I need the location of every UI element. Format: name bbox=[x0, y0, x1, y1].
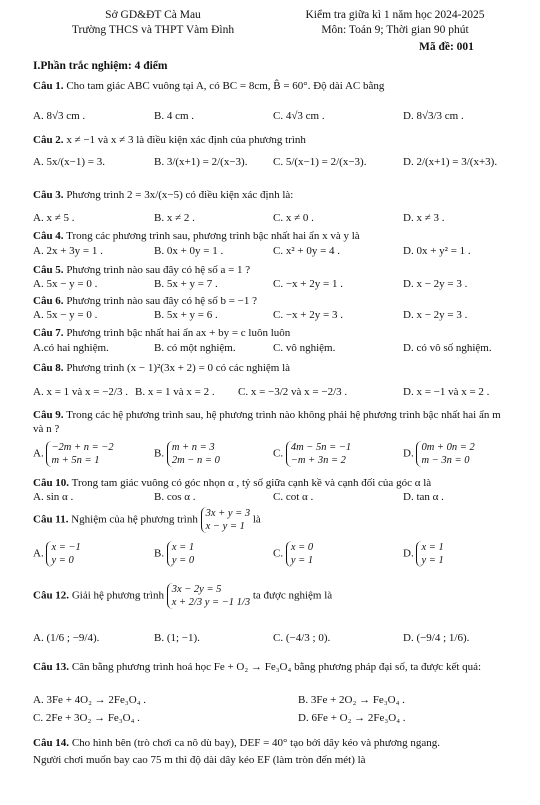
option-d: D. tan α . bbox=[403, 491, 444, 503]
question-text-line2: Người chơi muốn bay cao 75 m thì độ dài dây kéo EF (làm tròn đến mét) là bbox=[33, 754, 366, 766]
option-a: A. sin α . bbox=[33, 491, 74, 503]
question-label: Câu 5. bbox=[33, 264, 64, 276]
option-a: A. x ≠ 5 . bbox=[33, 212, 75, 224]
question-2 bbox=[33, 133, 511, 147]
question-text: Giải hệ phương trình bbox=[71, 589, 164, 602]
question-14 bbox=[33, 736, 511, 767]
question-label: Câu 10. bbox=[33, 477, 70, 489]
option-d: D. x = −1 và x = 2 . bbox=[403, 386, 490, 398]
question-6 bbox=[33, 294, 511, 308]
question-text: Trong các hệ phương trình sau, hệ phương trình nào không phải hệ phương trình bậc nhất hai ẩn m và n ? bbox=[33, 409, 501, 435]
question-text: Phương trình bậc nhất hai ẩn ax + by = c luôn luôn bbox=[66, 327, 291, 339]
option-c: C. −x + 2y = 3 . bbox=[273, 309, 343, 321]
question-text-end: ta được nghiệm là bbox=[252, 589, 333, 602]
question-text: Cân bằng phương trình hoá học Fe + O₂ → Fe₃O₄ bằng phương pháp đại số, ta được kết quả: bbox=[71, 661, 482, 673]
option-d: D. 0m + 0n = 2 m − 3n = 0 bbox=[403, 442, 475, 466]
question-text: Phương trình 2 = 3x/(x−5) có điều kiện xác định là: bbox=[66, 189, 294, 201]
question-12 bbox=[33, 583, 511, 609]
option-b: B. m + n = 3 2m − n = 0 bbox=[154, 442, 220, 466]
option-a: A. 5x/(x−1) = 3. bbox=[33, 156, 105, 168]
option-a: A. 5x − y = 0 . bbox=[33, 309, 98, 321]
option-a: A. x = −1 y = 0 bbox=[33, 542, 81, 566]
question-3 bbox=[33, 188, 511, 202]
question-text-end: là bbox=[252, 513, 261, 526]
question-7-options bbox=[33, 342, 511, 358]
option-c: C. 4√3 cm . bbox=[273, 110, 325, 122]
question-3-options bbox=[33, 212, 511, 228]
option-c: C. 4m − 5n = −1 −m + 3n = 2 bbox=[273, 442, 352, 466]
option-a: A. −2m + n = −2 m + 5n = 1 bbox=[33, 442, 114, 466]
option-a: A. 5x − y = 0 . bbox=[33, 278, 98, 290]
question-11-options bbox=[33, 541, 511, 573]
question-label: Câu 6. bbox=[33, 295, 64, 307]
question-11 bbox=[33, 507, 511, 533]
exam-header bbox=[280, 8, 510, 38]
option-d: D. x − 2y = 3 . bbox=[403, 278, 468, 290]
option-c: C. 2Fe + 3O₂ → Fe₃O₄ . bbox=[33, 712, 140, 724]
equation-system: 3x + y = 3 x − y = 1 bbox=[201, 507, 251, 533]
option-a: A.có hai nghiệm. bbox=[33, 342, 109, 354]
question-label: Câu 2. bbox=[33, 134, 64, 146]
question-text: Phương trình nào sau đây có hệ số b = −1 ? bbox=[66, 295, 257, 307]
exam-subject: Môn: Toán 9; Thời gian 90 phút bbox=[321, 24, 469, 36]
option-a: A. 3Fe + 4O₂ → 2Fe₃O₄ . bbox=[33, 694, 147, 706]
option-c: C. x = 0 y = 1 bbox=[273, 542, 314, 566]
school-header bbox=[38, 8, 268, 38]
option-d: D. 0x + y² = 1 . bbox=[403, 245, 471, 257]
question-label: Câu 9. bbox=[33, 409, 64, 421]
question-text: Cho tam giác ABC vuông tại A, có BC = 8cm, B̂ = 60°. Độ dài AC bằng bbox=[66, 80, 385, 92]
question-label: Câu 8. bbox=[33, 362, 64, 374]
option-b: B. cos α . bbox=[154, 491, 196, 503]
question-label: Câu 11. bbox=[33, 513, 69, 526]
option-c: C. x = −3/2 và x = −2/3 . bbox=[238, 386, 348, 398]
option-c: C. x ≠ 0 . bbox=[273, 212, 314, 224]
question-9 bbox=[33, 408, 511, 436]
option-d: D. x − 2y = 3 . bbox=[403, 309, 468, 321]
option-a: A. x = 1 và x = −2/3 . bbox=[33, 386, 128, 398]
question-1-options bbox=[33, 110, 511, 126]
question-text: Phương trình (x − 1)²(3x + 2) = 0 có các nghiệm là bbox=[66, 362, 291, 374]
option-a: A. 2x + 3y = 1 . bbox=[33, 245, 103, 257]
question-label: Câu 12. bbox=[33, 589, 70, 602]
exam-code: Mã đề: 001 bbox=[419, 41, 474, 53]
question-7 bbox=[33, 326, 511, 340]
option-d: D. 2/(x+1) = 3/(x+3). bbox=[403, 156, 498, 168]
section-title: I.Phần trắc nghiệm: 4 điểm bbox=[33, 60, 168, 72]
question-text: Trong tam giác vuông có góc nhọn α , tỷ số giữa cạnh kề và cạnh đối của góc α là bbox=[71, 477, 432, 489]
option-d: D. 8√3/3 cm . bbox=[403, 110, 464, 122]
option-b: B. 5x + y = 7 . bbox=[154, 278, 218, 290]
question-1 bbox=[33, 79, 511, 93]
option-d: D. x ≠ 3 . bbox=[403, 212, 445, 224]
option-b: B. x ≠ 2 . bbox=[154, 212, 195, 224]
question-5-options bbox=[33, 278, 511, 294]
question-label: Câu 13. bbox=[33, 661, 70, 673]
option-b: B. 3/(x+1) = 2/(x−3). bbox=[154, 156, 248, 168]
question-text: x ≠ −1 và x ≠ 3 là điều kiện xác định của phương trình bbox=[66, 134, 306, 146]
option-c: C. vô nghiệm. bbox=[273, 342, 336, 354]
question-9-options bbox=[33, 441, 511, 473]
question-8 bbox=[33, 361, 511, 375]
school-name: Trường THCS và THPT Vàm Đình bbox=[71, 24, 235, 36]
question-2-options bbox=[33, 156, 511, 172]
option-d: D. có vô số nghiệm. bbox=[403, 342, 492, 354]
option-d: D. x = 1 y = 1 bbox=[403, 542, 444, 566]
question-text: Cho hình bên (trò chơi ca nô dù bay), DEF = 40° tạo bởi dây kéo và phương ngang. bbox=[71, 737, 441, 749]
question-13-options-row1 bbox=[33, 694, 511, 710]
option-c: C. (−4/3 ; 0). bbox=[273, 632, 331, 644]
question-text: Trong các phương trình sau, phương trình bậc nhất hai ẩn x và y là bbox=[66, 230, 360, 242]
question-13-options-row2 bbox=[33, 712, 511, 728]
question-12-options bbox=[33, 632, 511, 648]
question-5 bbox=[33, 263, 511, 277]
option-a: A. (1/6 ; −9/4). bbox=[33, 632, 100, 644]
exam-title: Kiểm tra giữa kì 1 năm học 2024-2025 bbox=[305, 9, 485, 21]
option-c: C. −x + 2y = 1 . bbox=[273, 278, 343, 290]
question-6-options bbox=[33, 309, 511, 325]
option-c: C. x² + 0y = 4 . bbox=[273, 245, 341, 257]
option-b: B. (1; −1). bbox=[154, 632, 200, 644]
question-10-options bbox=[33, 491, 511, 507]
option-b: B. 3Fe + 2O₂ → Fe₃O₄ . bbox=[298, 694, 405, 706]
question-label: Câu 4. bbox=[33, 230, 64, 242]
option-b: B. 5x + y = 6 . bbox=[154, 309, 218, 321]
option-b: B. x = 1 và x = 2 . bbox=[135, 386, 215, 398]
option-b: B. x = 1 y = 0 bbox=[154, 542, 195, 566]
option-c: C. 5/(x−1) = 2/(x−3). bbox=[273, 156, 367, 168]
department-name: Sở GD&ĐT Cà Mau bbox=[105, 9, 201, 21]
option-c: C. cot α . bbox=[273, 491, 314, 503]
option-d: D. 6Fe + O₂ → 2Fe₃O₄ . bbox=[298, 712, 406, 724]
question-4-options bbox=[33, 245, 511, 261]
question-8-options bbox=[33, 386, 511, 402]
question-text: Nghiệm của hệ phương trình bbox=[71, 513, 198, 526]
question-label: Câu 14. bbox=[33, 737, 70, 749]
equation-system: 3x − 2y = 5 x + 2/3 y = −1 1/3 bbox=[167, 583, 250, 609]
option-b: B. 0x + 0y = 1 . bbox=[154, 245, 224, 257]
question-label: Câu 3. bbox=[33, 189, 64, 201]
question-4 bbox=[33, 229, 511, 243]
option-d: D. (−9/4 ; 1/6). bbox=[403, 632, 470, 644]
option-b: B. 4 cm . bbox=[154, 110, 195, 122]
question-10 bbox=[33, 476, 511, 490]
question-label: Câu 7. bbox=[33, 327, 64, 339]
question-13 bbox=[33, 660, 511, 674]
question-label: Câu 1. bbox=[33, 80, 64, 92]
option-b: B. có một nghiệm. bbox=[154, 342, 236, 354]
option-a: A. 8√3 cm . bbox=[33, 110, 86, 122]
question-text: Phương trình nào sau đây có hệ số a = 1 ? bbox=[66, 264, 251, 276]
